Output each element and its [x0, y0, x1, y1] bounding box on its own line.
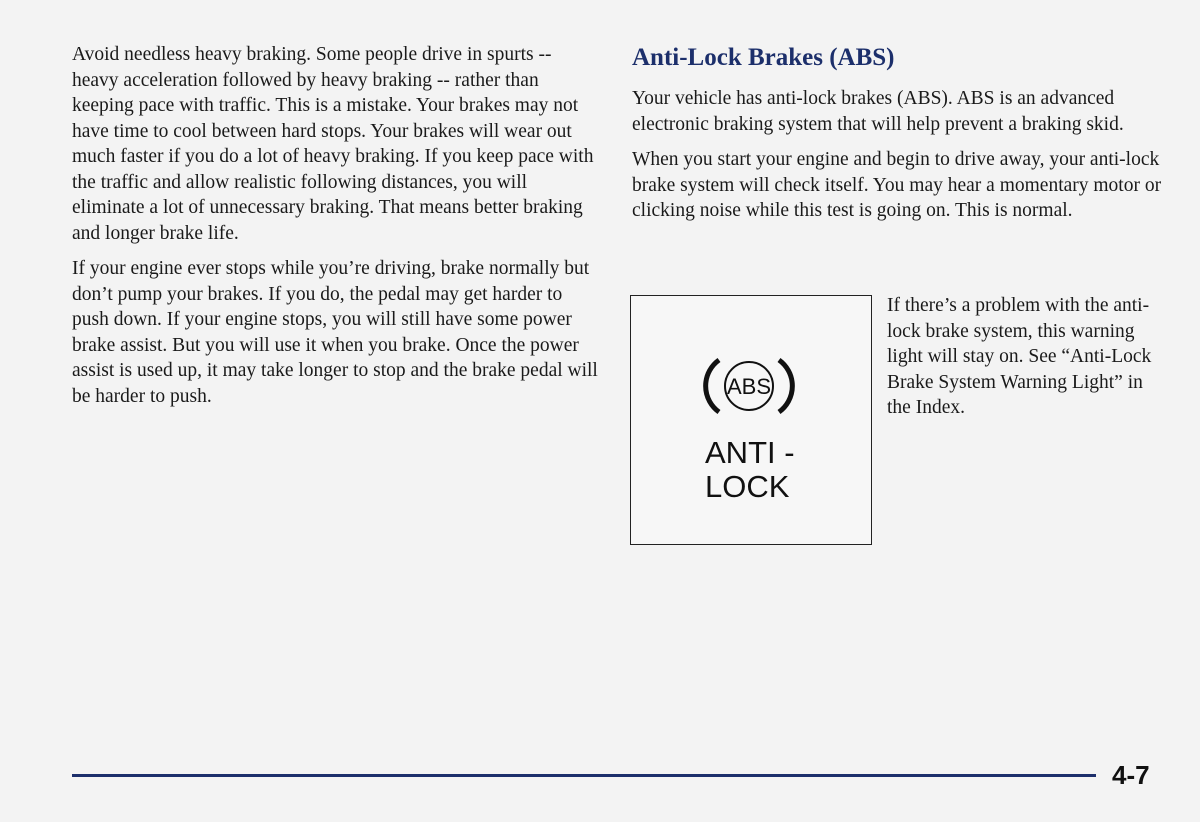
paragraph-abs-self-check: When you start your engine and begin to drive away, your anti-lock brake system will check itself. You may hear a momentary motor or clicking noise while this test is going on. This is normal.	[632, 149, 1162, 221]
warning-light-caption: If there’s a problem with the anti-lock brake system, this warning light will stay on. See “Anti-Lock Brake System Warning Light” in the Index.	[887, 295, 1152, 418]
abs-warning-light-box	[630, 295, 872, 545]
abs-symbol-text: ABS	[726, 374, 772, 399]
left-column	[72, 42, 602, 419]
page-number: 4-7	[1112, 760, 1150, 790]
paragraph-engine-stops: If your engine ever stops while you’re driving, brake normally but don’t pump your brakes. If you do, the pedal may get harder to push down. If your engine stops, you will still have some power brake assist. But you will use it when you brake. Once the power assist is used up, it may take longer to stop and the brake pedal will be harder to push.	[72, 258, 598, 407]
paragraph-heavy-braking: Avoid needless heavy braking. Some people drive in spurts -- heavy acceleration followed by heavy braking -- rather than keeping pace with traffic. This is a mistake. Your brakes may not have time to cool between hard stops. Your brakes will wear out much faster if you do a lot of heavy braking. If you keep pace with the traffic and allow realistic following distances, you will eliminate a lot of unnecessary braking. That means better braking and longer brake life.	[72, 44, 594, 244]
abs-warning-icon	[699, 354, 799, 418]
anti-label: ANTI -	[705, 435, 795, 470]
section-title: Anti-Lock Brakes (ABS)	[632, 44, 895, 71]
lock-label: LOCK	[705, 469, 790, 504]
paragraph-abs-intro: Your vehicle has anti-lock brakes (ABS). ABS is an advanced electronic braking system that will help prevent a braking skid.	[632, 88, 1124, 135]
right-column	[632, 42, 1162, 234]
footer-rule	[72, 774, 1096, 777]
